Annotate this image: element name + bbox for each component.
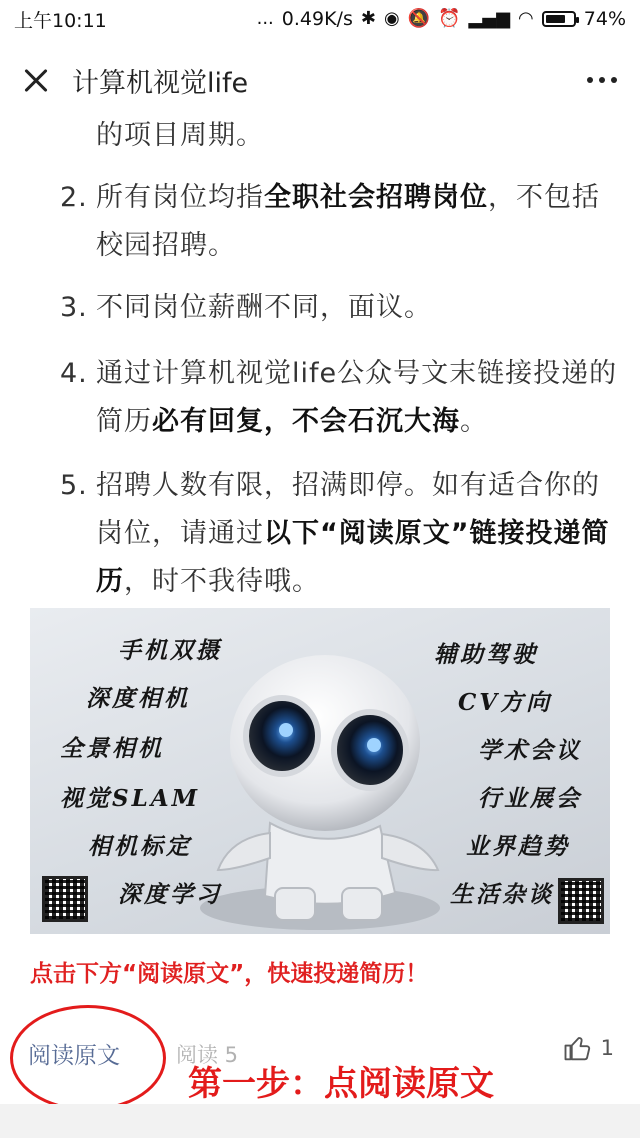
promo-banner-image: [30, 608, 610, 934]
banner-tag-left: 相机标定: [88, 833, 192, 860]
mute-icon: 🔕: [407, 8, 431, 29]
list-text: [96, 350, 620, 446]
list-number: 2.: [60, 182, 88, 213]
thumbs-up-icon: [563, 1033, 593, 1063]
list-text: [96, 462, 620, 606]
close-icon[interactable]: [16, 60, 56, 100]
call-to-action-text: 点击下方“阅读原文”，快速投递简历！: [30, 961, 429, 987]
bottom-strip: [0, 1104, 640, 1138]
bluetooth-icon: ✱: [360, 8, 376, 29]
battery-fill: [546, 15, 565, 23]
banner-tag-right: 生活杂谈: [450, 881, 554, 908]
status-time: 上午10:11: [14, 9, 107, 32]
list-number: 5.: [60, 470, 88, 501]
list-item: [60, 284, 620, 332]
battery-icon: [542, 11, 576, 27]
annotation-circle: [10, 1005, 166, 1111]
network-speed: 0.49K/s: [281, 8, 353, 30]
list-number: 4.: [60, 358, 88, 389]
list-text: [96, 174, 620, 270]
like-count: 1: [600, 1036, 614, 1060]
text-normal: 招聘人数有限，招满即停。如有适合你的岗位，请通过: [96, 470, 600, 549]
read-original-link[interactable]: 阅读原文: [28, 1043, 120, 1069]
banner-tag-left: 手机双摄: [118, 637, 222, 664]
list-number: 3.: [60, 292, 88, 323]
nav-bar: [0, 38, 640, 122]
toggle-icon: ◉: [383, 8, 400, 29]
qr-code-icon: [42, 876, 88, 922]
banner-tag-right: 行业展会: [478, 785, 582, 812]
text-normal: 所有岗位均指: [96, 182, 264, 213]
text-normal: 通过计算机视觉life公众号文末链接投递的简历: [96, 358, 618, 437]
text-normal: ，时不我待哦。: [124, 566, 320, 597]
banner-tag-left: 全景相机: [60, 735, 164, 762]
text-bold: 必有回复，不会石沉大海: [152, 406, 460, 437]
wifi-icon: ◠: [518, 8, 534, 29]
status-bar: [0, 0, 640, 38]
banner-tag-right: 辅助驾驶: [434, 641, 538, 668]
banner-tag-right: 学术会议: [478, 737, 582, 764]
text-normal: ，不包括校园招聘。: [96, 182, 600, 261]
banner-tag-right: CV方向: [458, 689, 553, 716]
qr-code-icon: [558, 878, 604, 924]
battery-percent: 74%: [583, 8, 626, 30]
annotation-text: 第一步：点阅读原文: [188, 1064, 494, 1104]
alarm-icon: ⏰: [438, 8, 461, 29]
nav-title: 计算机视觉life: [72, 67, 249, 99]
more-dots: ...: [256, 8, 274, 29]
list-text: 不同岗位薪酬不同，面议。: [96, 292, 432, 323]
banner-tag-right: 业界趋势: [466, 833, 570, 860]
text-bold: 以下“阅读原文”链接投递简历: [96, 518, 610, 597]
banner-tag-left: 深度相机: [86, 685, 190, 712]
more-options-icon[interactable]: [580, 60, 624, 100]
list-item: [60, 350, 620, 446]
status-icons: [257, 8, 626, 30]
list-item: [60, 174, 620, 270]
list-item: [60, 462, 620, 606]
text-bold: 全职社会招聘岗位: [264, 182, 488, 213]
text-normal: 。: [460, 406, 488, 437]
like-button[interactable]: [563, 1033, 614, 1063]
banner-tag-left: 视觉SLAM: [60, 785, 201, 812]
banner-tag-left: 深度学习: [118, 881, 222, 908]
paragraph-continued: 的项目周期。: [96, 120, 264, 151]
signal-icon: ▂▄▆: [468, 8, 511, 29]
read-count: 阅读 5: [176, 1043, 239, 1067]
